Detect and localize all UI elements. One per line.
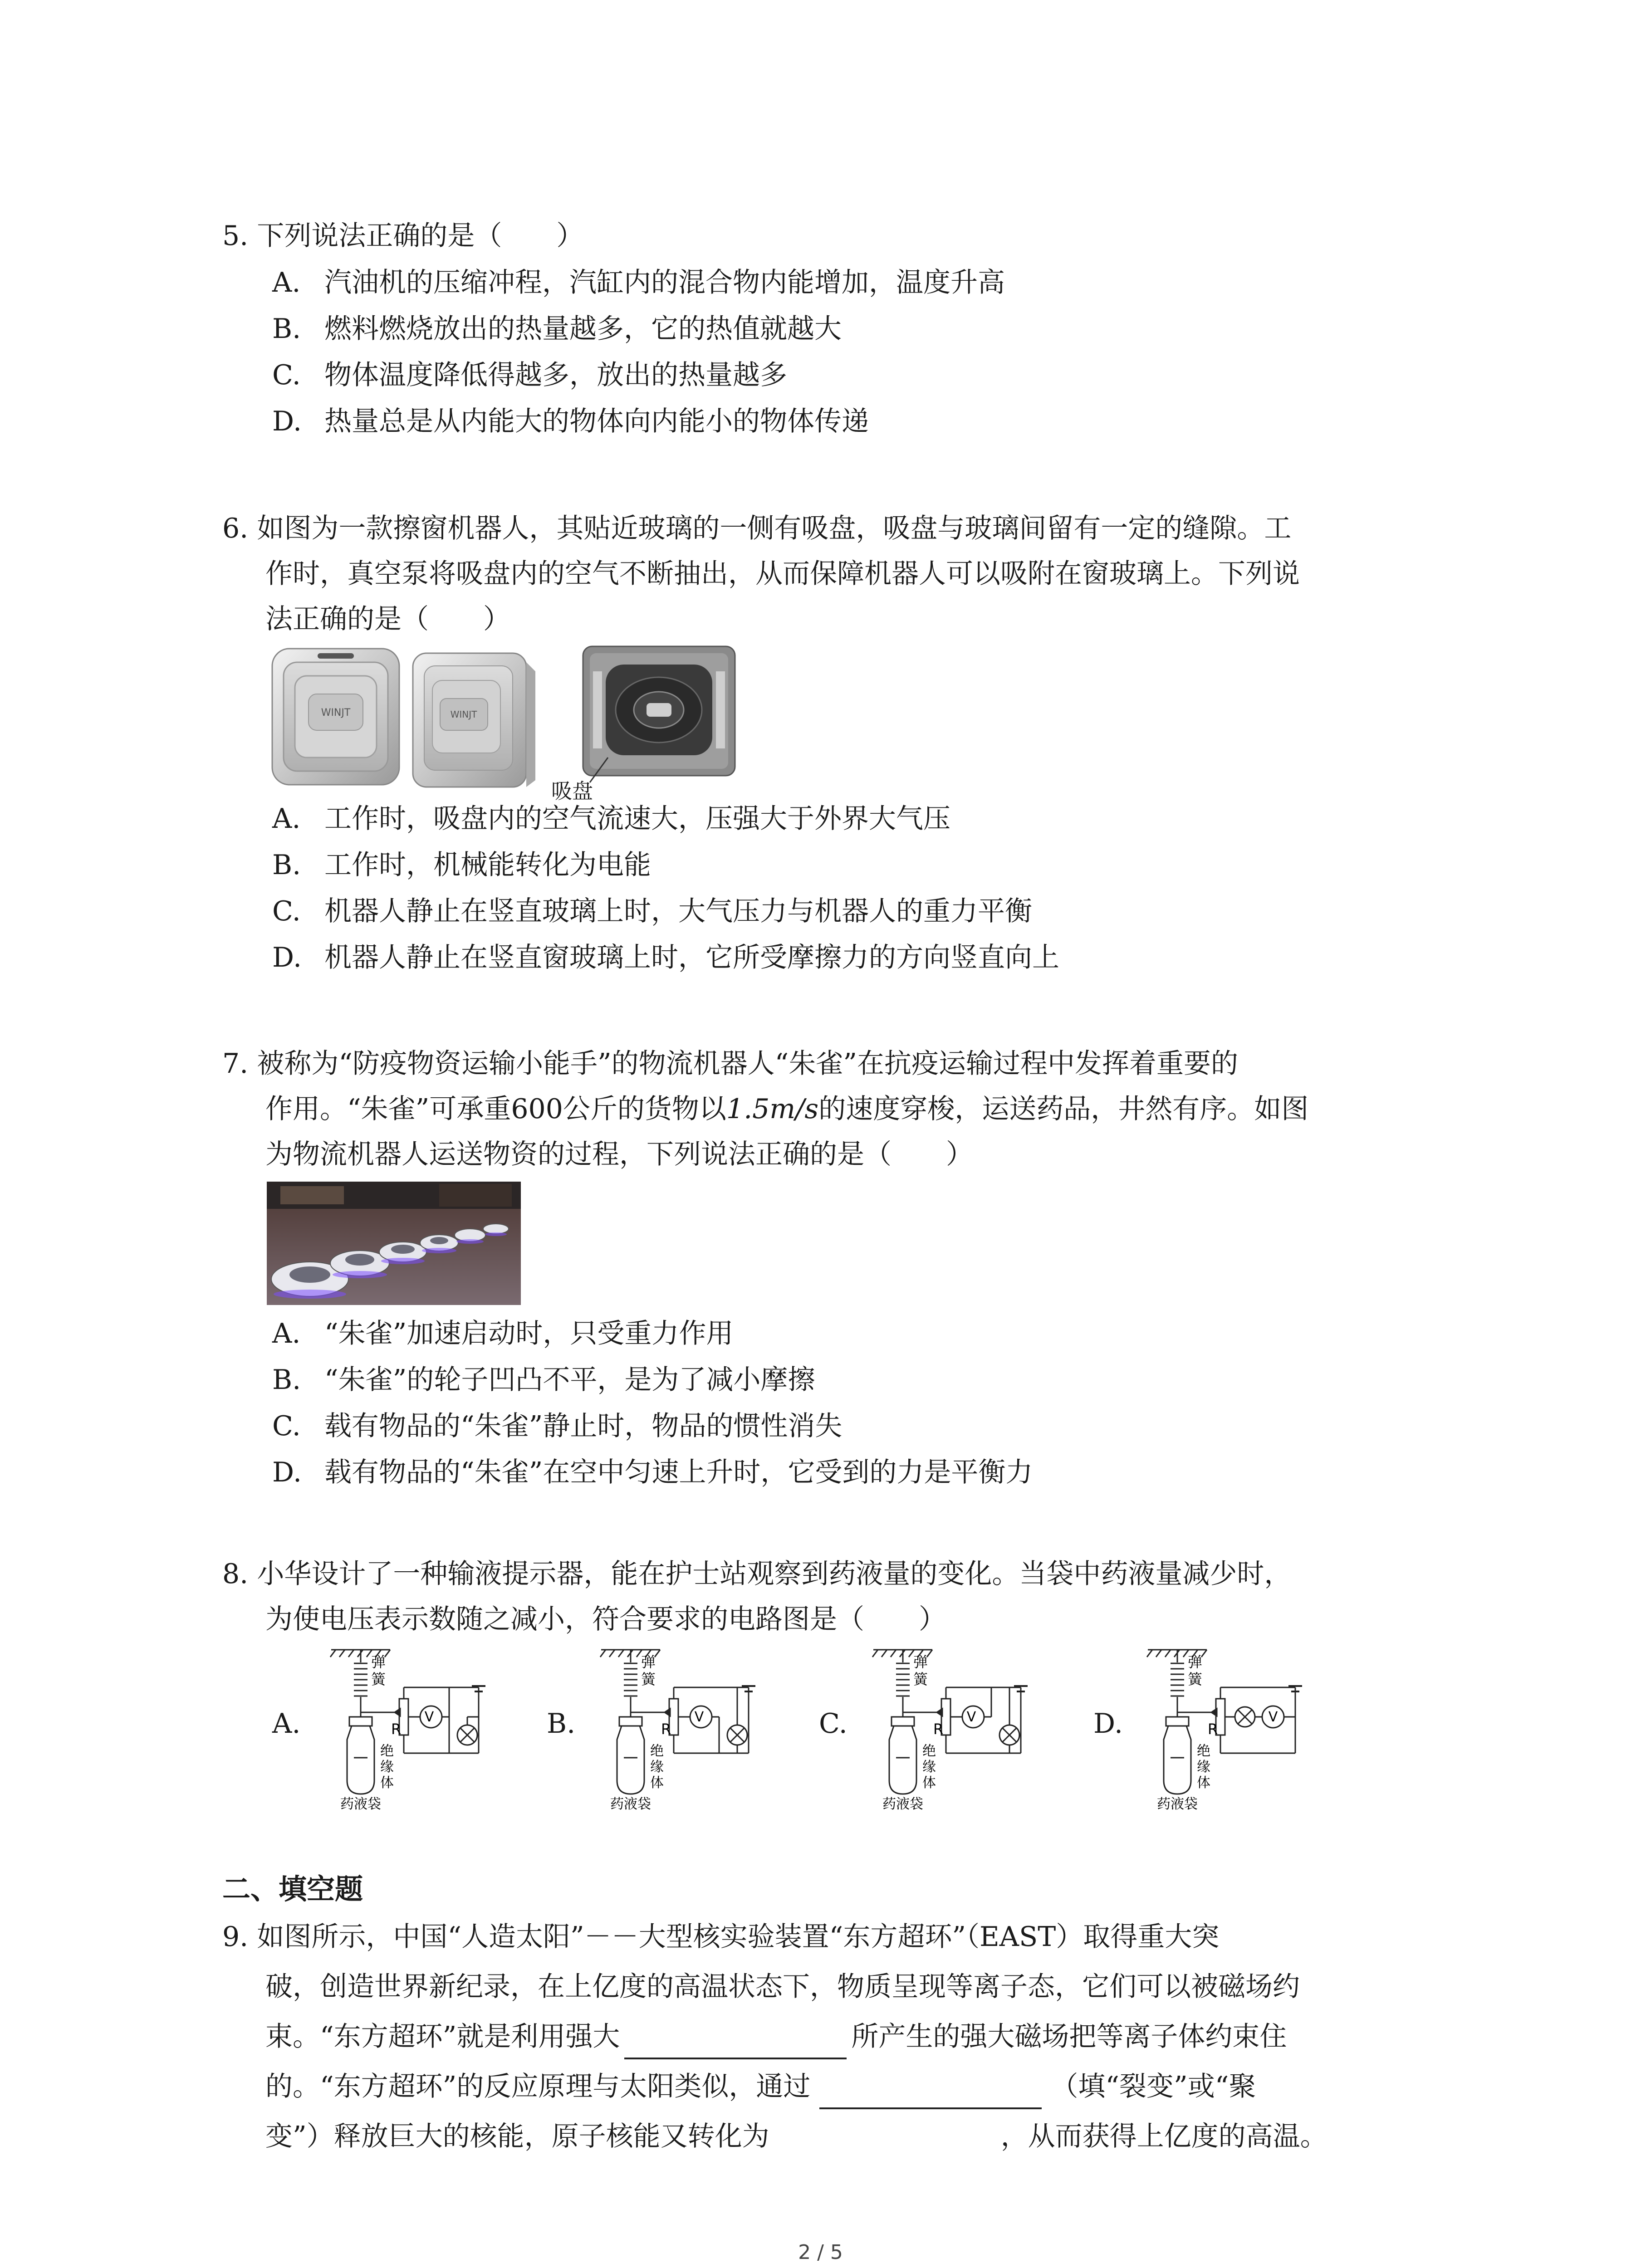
insulator-label: 绝	[922, 1743, 936, 1759]
q7-stem-line-3: 为物流机器人运送物资的过程，下列说法正确的是（ ）	[265, 1139, 973, 1170]
option-text: “朱雀”加速启动时，只受重力作用	[324, 1318, 734, 1349]
circuit-label: B.	[547, 1708, 576, 1740]
resistor-label: R	[391, 1721, 402, 1738]
spring-label: 簧	[641, 1671, 656, 1688]
q5-option-d	[272, 399, 869, 444]
option-label: B.	[272, 313, 301, 345]
q7-option-c	[272, 1403, 842, 1449]
q6-stem-line-1: 6. 如图为一款擦窗机器人，其贴近玻璃的一侧有吸盘，吸盘与玻璃间留有一定的缝隙。工	[222, 513, 1292, 544]
option-label: B.	[272, 1364, 301, 1396]
insulator-label: 缘	[650, 1759, 664, 1775]
insulator-label: 绝	[1197, 1743, 1210, 1759]
insulator-label: 缘	[1197, 1759, 1210, 1775]
option-text: 机器人静止在竖直窗玻璃上时，它所受摩擦力的方向竖直向上	[324, 942, 1059, 973]
window-robot-illustration	[270, 644, 737, 807]
q8-stem-line-2: 为使电压表示数随之减小，符合要求的电路图是（ ）	[265, 1603, 946, 1635]
insulator-label: 绝	[380, 1743, 394, 1759]
insulator-label: 体	[650, 1775, 664, 1791]
q7-option-b	[272, 1357, 815, 1403]
bag-label: 药液袋	[882, 1796, 923, 1812]
option-label: B.	[272, 849, 301, 881]
robot-front-image	[272, 649, 399, 785]
q9-text-part: 的。“东方超环”的反应原理与太阳类似，通过	[265, 2071, 811, 2102]
spring-label: 弹	[641, 1653, 656, 1671]
q7-stem-line-2	[222, 1086, 1490, 1132]
resistor-label: R	[661, 1721, 671, 1738]
q5-option-a	[272, 260, 1005, 305]
q5-stem: 5. 下列说法正确的是（ ）	[222, 220, 584, 252]
spring-label: 簧	[1188, 1671, 1203, 1688]
circuit-option-d	[1093, 1644, 1329, 1812]
option-text: 工作时，吸盘内的空气流速大，压强大于外界大气压	[324, 803, 950, 835]
circuit-option-c	[819, 1644, 1055, 1812]
q9-text-part: ，从而获得上亿度的高温。	[1000, 2121, 1327, 2152]
q5-option-c	[272, 352, 787, 398]
option-label: A.	[272, 1318, 301, 1349]
spring-label: 弹	[371, 1653, 386, 1671]
option-label: A.	[272, 803, 301, 835]
page-number: 2 / 5	[798, 2241, 843, 2264]
insulator-label: 缘	[380, 1759, 394, 1775]
answer-blank-3[interactable]	[774, 2127, 996, 2159]
q7-stem-part: 公斤的货物以	[563, 1093, 726, 1125]
option-text: 机器人静止在竖直玻璃上时，大气压力与机器人的重力平衡	[324, 895, 1032, 927]
insulator-label: 绝	[650, 1743, 664, 1759]
option-text: 热量总是从内能大的物体向内能小的物体传递	[324, 406, 869, 437]
circuit-diagram-d	[1139, 1644, 1325, 1812]
q6-option-b	[272, 842, 651, 888]
q7-speed-value: 1.5m/s	[726, 1093, 819, 1125]
option-text: 燃料燃烧放出的热量越多，它的热值就越大	[324, 313, 842, 345]
option-label: D.	[272, 1457, 302, 1488]
q7-stem-line-1: 7. 被称为“防疫物资运输小能手”的物流机器人“朱雀”在抗疫运输过程中发挥着重要的	[222, 1048, 1239, 1080]
logistics-robot-illustration	[267, 1182, 521, 1305]
circuit-option-b	[547, 1644, 783, 1812]
resistor-label: R	[1208, 1721, 1218, 1738]
section-heading-fill-in: 二、填空题	[222, 1872, 363, 1906]
circuit-diagram-a	[322, 1644, 508, 1812]
option-label: C.	[272, 1410, 301, 1442]
answer-blank-2[interactable]	[819, 2076, 1042, 2109]
q9-line-5	[222, 2114, 1490, 2159]
option-label: C.	[272, 359, 301, 391]
circuit-diagram-b	[592, 1644, 778, 1812]
q9-text-part: 束。“东方超环”就是利用强大	[265, 2021, 620, 2053]
q9-text-part: 变”）释放巨大的核能，原子核能又转化为	[265, 2121, 769, 2152]
option-text: 载有物品的“朱雀”在空中匀速上升时，它受到的力是平衡力	[324, 1457, 1033, 1488]
option-text: 工作时，机械能转化为电能	[324, 849, 651, 881]
circuit-diagram-c	[864, 1644, 1050, 1812]
answer-blank-1[interactable]	[624, 2026, 847, 2059]
q6-option-a	[272, 796, 950, 841]
option-label: D.	[272, 942, 302, 973]
resistor-label: R	[933, 1721, 944, 1738]
q5-option-b	[272, 306, 842, 352]
spring-label: 簧	[371, 1671, 386, 1688]
bag-label: 药液袋	[1157, 1796, 1198, 1812]
option-text: 汽油机的压缩冲程，汽缸内的混合物内能增加，温度升高	[324, 267, 1005, 298]
q8-stem-line-1: 8. 小华设计了一种输液提示器，能在护士站观察到药液量的变化。当袋中药液量减少时，	[222, 1558, 1292, 1590]
insulator-label: 缘	[922, 1759, 936, 1775]
q9-line-3	[222, 2014, 1490, 2059]
q7-option-a	[272, 1311, 733, 1356]
q6-stem-line-3: 法正确的是（ ）	[265, 603, 510, 635]
option-text: “朱雀”的轮子凹凸不平，是为了减小摩擦	[324, 1364, 815, 1396]
insulator-label: 体	[922, 1775, 936, 1791]
q6-option-c	[272, 889, 1032, 934]
q7-weight-value: 600	[511, 1093, 563, 1125]
q9-line-4	[222, 2064, 1490, 2109]
circuit-label: C.	[819, 1708, 847, 1740]
q7-stem-part: 作用。“朱雀”可承重	[265, 1093, 511, 1125]
voltmeter-label: V	[966, 1709, 976, 1725]
option-label: D.	[272, 406, 302, 437]
voltmeter-label: V	[694, 1709, 704, 1725]
option-text: 物体温度降低得越多，放出的热量越多	[324, 359, 787, 391]
q7-option-d	[272, 1450, 1033, 1495]
window-robot-figure	[270, 644, 737, 809]
q9-text-part: （填“裂变”或“聚	[1051, 2071, 1256, 2102]
bag-label: 药液袋	[610, 1796, 651, 1812]
spring-label: 簧	[913, 1671, 928, 1688]
q6-stem-line-2: 作时，真空泵将吸盘内的空气不断抽出，从而保障机器人可以吸附在窗玻璃上。下列说	[265, 558, 1300, 590]
circuit-label: A.	[272, 1708, 301, 1740]
circuit-option-a	[272, 1644, 508, 1812]
bag-label: 药液袋	[340, 1796, 381, 1812]
option-label: A.	[272, 267, 301, 298]
spring-label: 弹	[913, 1653, 928, 1671]
option-text: 载有物品的“朱雀”静止时，物品的惯性消失	[324, 1410, 843, 1442]
q9-line-1: 9. 如图所示，中国“人造太阳”－－大型核实验装置“东方超环”（EAST）取得重大突	[222, 1921, 1220, 1953]
circuit-label: D.	[1093, 1708, 1123, 1740]
q7-stem-part: 的速度穿梭，运送药品，井然有序。如图	[818, 1093, 1309, 1125]
insulator-label: 体	[380, 1775, 394, 1791]
robot-front-brand: WINJT	[321, 707, 351, 719]
spring-label: 弹	[1188, 1653, 1203, 1671]
insulator-label: 体	[1197, 1775, 1210, 1791]
q9-line-2: 破，创造世界新纪录，在上亿度的高温状态下，物质呈现等离子态，它们可以被磁场约	[265, 1971, 1300, 2003]
option-label: C.	[272, 895, 301, 927]
q6-option-d	[272, 935, 1059, 980]
logistics-robot-photo	[267, 1182, 521, 1307]
robot-bottom-image	[583, 646, 735, 782]
robot-angled-brand: WINJT	[450, 709, 477, 720]
robot-angled-image	[413, 653, 535, 787]
q9-text-part: 所产生的强大磁场把等离子体约束住	[851, 2021, 1287, 2053]
voltmeter-label: V	[424, 1709, 434, 1725]
voltmeter-label: V	[1268, 1709, 1278, 1725]
suction-cup-label: 吸盘	[551, 779, 593, 803]
